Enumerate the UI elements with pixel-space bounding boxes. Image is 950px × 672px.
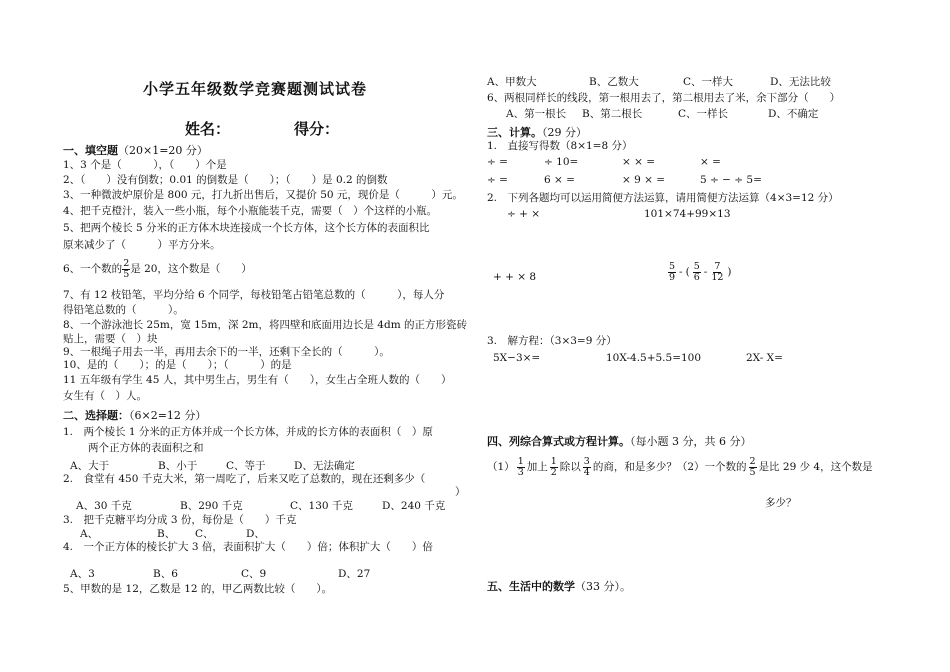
fraction-3-4 [583,457,591,478]
fraction-denominator: 5 [749,467,756,478]
choice-q3: 3. 把千克糖平均分成 3 份，每份是（ ）千克 [63,514,297,526]
problem-2-text-end: 多少？ [765,497,797,509]
fraction-denominator: 2 [550,467,557,478]
equation-1: 5X−3×= [493,352,541,364]
open-paren: ( [685,266,690,278]
fill-q6-suffix: 是 20，这个数是（ ） [130,263,252,275]
choice-q5-option-a: A、甲数大 [487,76,537,88]
calc-q1-row2-a: ÷ = [487,174,508,186]
minus-sign: - [679,266,683,278]
choice-q5: 5、甲数的是 12，乙数是 12 的，甲乙两数比较（ ）。 [63,583,333,595]
problem-1-label: （1） [487,461,515,473]
fraction-denominator: 5 [123,269,130,280]
choice-q1-option-b: B、小于 [158,460,198,472]
choice-q3-option-b: B、 [157,528,176,540]
fill-q6-prefix: 6、一个数的 [63,263,123,275]
fraction-7-12 [710,262,724,283]
calc-q1-row1-b: ÷ 10= [544,156,579,168]
fill-q1: 1、3 个是（ ），（ ）个是 [63,159,227,171]
choice-q6-option-b: B、第二根长 [582,108,643,120]
section-5-title: 五、生活中的数学 [487,580,575,593]
calc-q2: 2. 下列各题均可以运用简便方法运算，请用简便方法运算（4×3=12 分） [487,192,839,204]
name-label: 姓名： [185,120,231,138]
choice-q1-option-c: C、等于 [226,460,266,472]
choice-q4-option-c: C、9 [241,568,267,580]
fraction-denominator: 4 [583,467,590,478]
section-3-note: （29 分） [542,126,587,139]
choice-q2-line1: 2. 食堂有 450 千克大米，第一周吃了，后来又吃了总数的，现在还剩多少（ [63,473,426,485]
choice-q6-option-d: D、不确定 [768,108,819,120]
choice-q5-option-c: C、一样大 [683,76,734,88]
choice-q4: 4. 一个正方体的棱长扩大 3 倍，表面积扩大（ ）倍；体积扩大（ ）倍 [63,541,433,553]
fill-q6 [63,259,252,280]
section-4-heading [487,433,751,449]
section-4-title: 四、列综合算式或方程计算。 [487,435,630,448]
choice-q5-option-b: B、乙数大 [589,76,639,88]
calc-q1-row2-d: 5 ÷ − ÷ 5= [700,174,762,186]
choice-q1-option-d: D、无法确定 [294,460,355,472]
section-5-note: （33 分）。 [575,580,631,593]
fraction-numerator: 1 [517,456,524,467]
fill-q11-line2: 女生有（ ）人。 [63,390,147,402]
word-problems [487,457,873,478]
choice-q2-option-a: A、30 千克 [76,500,132,512]
fraction-5-6 [693,262,701,283]
choice-q6: 6、两根同样长的线段，第一根用去了，第二根用去了米，余下部分（ ） [487,92,841,104]
fill-q4: 4、把千克橙汁，装入一些小瓶，每个小瓶能装千克，需要（ ）个这样的小瓶。 [63,205,438,217]
choice-q1-line1: 1. 两个棱长 1 分米的正方体并成一个长方体，并成的长方体的表面积（ ）原 [63,426,433,438]
fill-q5-line1: 5、把两个棱长 5 分米的正方体木块连接成一个长方体，这个长方体的表面积比 [63,222,430,234]
calc-q2-expr-3: + + × 8 [493,271,537,283]
fill-q7-line1: 7、有 12 枝铅笔，平均分给 6 个同学，每枝铅笔占铅笔总数的（ ），每人分 [63,289,445,301]
section-4-note: （每小题 3 分，共 6 分） [630,435,752,448]
fraction-denominator: 6 [693,272,700,283]
fill-q9: 9、一根绳子用去一半，再用去余下的一半，还剩下全长的（ ）。 [63,346,390,358]
choice-q4-option-b: B、6 [153,568,178,580]
fraction-2-5 [749,457,757,478]
calc-q1-row2-c: × 9 × = [622,174,666,186]
fraction-denominator: 9 [669,272,676,283]
calc-q2-expr-1: ÷ + × [507,208,541,220]
choice-q6-option-a: A、第一根长 [506,108,567,120]
section-2-title: 二、选择题： [63,409,129,422]
fraction-1-2 [550,457,558,478]
fill-q10: 10、是的（ ）；的是（ ）；（ ）的是 [63,359,292,371]
page-title: 小学五年级数学竞赛题测试试卷 [143,80,368,98]
fraction-denominator: 3 [517,467,524,478]
problem-2-text: 是比 29 少 4，这个数是 [758,461,873,473]
section-3-heading [487,124,587,140]
problem-1-text-end: 的商，和是多少？（2）一个数的 [592,461,747,473]
calc-q2-expr-4 [668,262,732,283]
section-1-heading [63,142,208,158]
choice-q6-option-c: C、一样长 [678,108,729,120]
fraction-numerator: 2 [123,258,130,269]
choice-q4-option-a: A、3 [70,568,95,580]
fill-q2: 2、（ ）没有倒数；0.01 的倒数是（ ）；（ ）是 0.2 的倒数 [63,174,388,186]
score-label: 得分： [294,120,340,138]
choice-q1-option-a: A、大于 [70,460,110,472]
calc-q1-row1-a: ÷ = [487,156,508,168]
problem-1-text-add: 加上 [526,461,548,473]
fill-q5-line2: 原来减少了（ ）平方分米。 [63,239,221,251]
calc-q3: 3. 解方程：（3×3=9 分） [487,335,617,347]
fill-q11-line1: 11 五年级有学生 45 人，其中男生占，男生有（ ），女生占全班人数的（ ） [63,374,452,386]
problem-1-text-divide: 除以 [559,461,581,473]
equation-2: 10X-4.5+5.5=100 [606,352,702,364]
calc-q2-expr-2: 101×74+99×13 [644,208,731,220]
fraction-5-9 [668,262,676,283]
choice-q3-option-c: C、 [195,528,214,540]
fill-q8-line2: 贴上，需要（ ）块 [63,333,158,345]
fraction-numerator: 5 [669,261,676,272]
calc-q1: 1. 直接写得数（8×1=8 分） [487,140,633,152]
choice-q3-option-d: D、 [246,528,265,540]
fraction-numerator: 3 [583,456,590,467]
fraction-numerator: 7 [714,261,721,272]
fraction-2-5 [122,259,130,280]
section-2-note: （6×2=12 分） [129,409,207,422]
choice-q5-option-d: D、无法比较 [770,76,831,88]
minus-sign: - [703,266,708,278]
choice-q3-option-a: A、 [80,528,99,540]
fraction-numerator: 2 [749,456,756,467]
choice-q2-option-b: B、290 千克 [180,500,243,512]
calc-q1-row1-c: × × = [622,156,656,168]
choice-q4-option-d: D、27 [338,568,371,580]
fraction-denominator: 12 [711,272,724,283]
choice-q2-option-d: D、240 千克 [382,500,446,512]
choice-q2-option-c: C、130 千克 [290,500,353,512]
section-1-note: （20×1=20 分） [118,144,208,157]
fill-q7-line2: 得铅笔总数的（ ）。 [63,304,184,316]
calc-q1-row1-d: × = [700,156,721,168]
equation-3: 2X- X= [746,352,783,364]
section-3-title: 三、计算。 [487,126,542,139]
fraction-numerator: 1 [550,456,557,467]
fraction-1-3 [517,457,525,478]
section-2-heading [63,407,206,423]
fill-q8-line1: 8、一个游泳池长 25m，宽 15m，深 2m，将四壁和底面用边长是 4dm 的正方形瓷砖 [63,319,467,331]
section-1-title: 一、填空题 [63,144,118,157]
fraction-numerator: 5 [693,261,700,272]
close-paren: ) [727,266,732,278]
choice-q2-line2: ） [455,486,466,498]
section-5-heading [487,578,631,594]
calc-q1-row2-b: 6 × = [544,174,575,186]
choice-q1-line2: 两个正方体的表面积之和 [88,442,204,454]
fill-q3: 3、一种微波炉原价是 800 元，打九折出售后，又提价 50 元，现价是（ ）元。 [63,189,463,201]
